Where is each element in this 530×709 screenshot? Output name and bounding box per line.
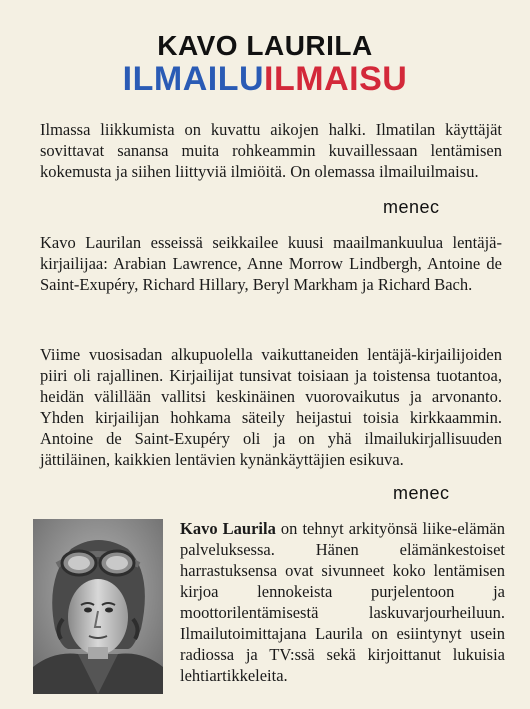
bio-author-name: Kavo Laurila [180, 519, 276, 538]
paragraph-history: Viime vuosisadan alkupuolella vaikuttaneiden lentäjä-kirjailijoiden piiri oli rajallinen. Kirjailijat tunsivat toisiaan ja toistensa tuotantoa, heidän välillään vallitsi keskinäinen vuorovaikutus ja arvonanto. Yhden kirjailijan hohkama säteily heijastui toisia kirkkaammin. Antoine de Saint-Exupéry oli ja on yhä ilmailukirjallisuuden jättiläinen, kaikkien lentävien kynänkäyttäjien esikuva. [40, 345, 502, 469]
bio-text: on tehnyt arkityönsä liike-elämän palveluksessa. Hänen elämänkestoiset harrastuksensa ovat sivunneet koko lentämisen kirjoa lennokeista purjelentoon ja moottorilentämisestä laskuvarjourheiluun. Ilmailutoimittajana Laurila on esiintynyt usein radiossa ja TV:ssä sekä kirjoittanut lukuisia lehtiartikkeleita. [180, 519, 505, 685]
title-part-blue: ILMAILU [122, 60, 265, 98]
aviator-portrait-image [33, 519, 163, 694]
title-part-red: ILMAISU [264, 60, 408, 98]
author-bio [180, 518, 505, 686]
author-name: KAVO LAURILA [157, 30, 373, 61]
menec-stamp-1: menec [383, 197, 440, 217]
paragraph-writers: Kavo Laurilan esseissä seikkailee kuusi maailmankuulua lentäjä-kirjailijaa: Arabian Lawrence, Anne Morrow Lindbergh, Antoine de Saint-Exupéry, Richard Hillary, Beryl Markham ja Richard Bach. [40, 233, 502, 294]
menec-stamp-2: menec [393, 483, 450, 503]
paragraph-intro: Ilmassa liikkumista on kuvattu aikojen halki. Ilmatilan käyttäjät sovittavat sanansa muita rohkeammin kuvaillessaan lentämisen kokemusta ja siihen liittyviä ilmiöitä. On olemassa ilmailuilmaisu. [40, 120, 502, 181]
book-title [0, 60, 530, 99]
author-photo [33, 519, 163, 694]
